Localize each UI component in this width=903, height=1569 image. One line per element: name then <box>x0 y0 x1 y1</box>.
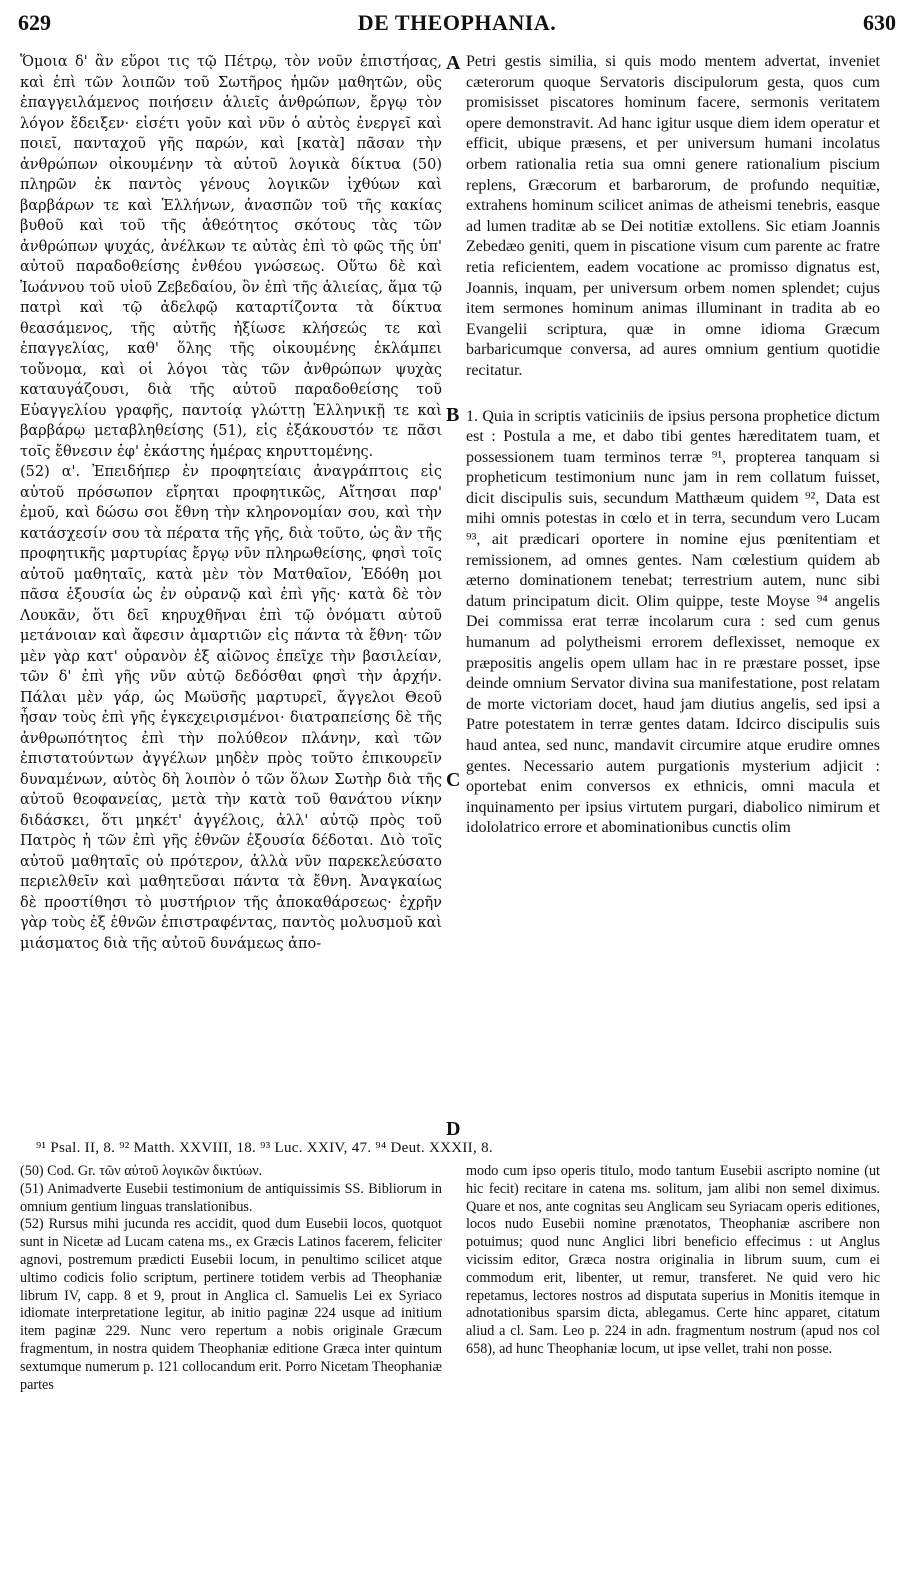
greek-paragraph-1: Ὅμοια δ' ἂν εὕροι τις τῷ Πέτρῳ, τὸν νοῦν ἐπιστήσας, καὶ ἐπὶ τῶν λοιπῶν τοῦ Σωτῆρος ἡμῶν μαθητῶν, οὓς ἐπαγγειλάμενος ποιήσειν ἁλιεῖς ἀνθρώπων, ἔργῳ τὸν λόγον ἔδειξεν· εἰσέτι γοῦν καὶ νῦν ὁ αὐτὸς ἐνεργεῖ καὶ ποιεῖ, πανταχοῦ γῆς παρών, καὶ [κατὰ] πᾶσαν τὴν ἀνθρώπων οἰκουμένην τὰ αὐτοῦ λογικὰ δίκτυα (50) πληρῶν ἐκ παντὸς γένους λογικῶν ἰχθύων καὶ βαρβάρων τε καὶ Ἑλλήνων, ἀνασπῶν τοῦ τῆς κακίας βυθοῦ καὶ τοῦ τῆς ἀθεότητος σκότους τὰς τῶν ἀνθρώπων ψυχάς, ἀνέλκων τε αὐτὰς ἐπὶ τὸ φῶς τῆς ὑπ' αὐτοῦ παραδοθείσης ἐνθέου γνώσεως. Οὕτω δὲ καὶ Ἰωάννου τοῦ υἱοῦ Ζεβεδαίου, ὃν ἐπὶ τῆς ἁλιείας, ἅμα τῷ πατρὶ καὶ τῷ ἀδελφῷ καταρτίζοντα τὰ δίκτυα θεασάμενος, τῆς αὐτῆς ἠξίωσε κλήσεώς τε καὶ ἐπαγγελίας, καθ' ὅλης τῆς οἰκουμένης ἐκλάμπει τοὔνομα, καὶ οἱ λόγοι τὰς τῶν ἀνθρώπων ψυχὰς καταυγάζουσι, διὰ τῆς αὐτοῦ παραδοθείσης τοῦ Εὐαγγελίου γραφῆς, παντοίᾳ γλώττῃ Ἑλληνικῇ τε καὶ βαρβάρῳ μεταβληθείσης (51), εἰς ἐξάκουστόν τε πᾶσι τοῖς ἔθνεσιν ἐφ' ἑκάστης ἡμέρας κηρυττομένης. <box>20 54 442 460</box>
latin-paragraph-1: Petri gestis similia, si quis modo mentem advertat, inveniet cæterorum quoque Servatoris discipulorum gesta, quos cum promisisset piscatores hominum facere, sermonis veritatem opere demonstravit. Ad hanc igitur usque diem idem operatur et efficit, ubique præsens, et per universum humani incolatus orbem rationalia retia sua omni genere rationalium piscium replens, Græcorum et barbarorum, de profundo nequitiæ, extrahens hominum scilicet animas de atheismi tenebris, easque ad lumen traditæ ab se Dei notitiæ extollens. Sic etiam Joannis Zebedæo geniti, quem in piscatione visum cum parente ac fratre retia reficientem, eadem vocatione ac promisso dignatus est, Joannis, inquam, per universum orbem nomen splendet; cujus item sermones hominum animas illuminant in tradita ab eo Evangelii scriptura, quæ in omne idioma Græcum barbaricumque conversa, ad aures omnium gentium quotidie recitatur. <box>466 53 880 379</box>
left-notes <box>20 1163 442 1394</box>
latin-column <box>466 52 880 839</box>
note-50: (50) Cod. Gr. τῶν αὐτοῦ λογικῶν δικτύων. <box>20 1163 263 1179</box>
section-marker-b: B <box>446 404 460 426</box>
note-51: (51) Animadverte Eusebii testimonium de antiquissimis SS. Bibliorum in omnium gentium linguas translationibus. <box>20 1180 442 1215</box>
page-header <box>18 10 896 40</box>
latin-paragraph-2: 1. Quia in scriptis vaticiniis de ipsius persona prophetice dictum est : Postula a me, et dabo tibi gentes hæreditatem tuam, et possessionem tuam terminos terræ ⁹¹, propterea tanquam si propheticum testimonium nunc jam in rem collatum fuisset, dicit discipulis suis, secundum Matthæum quidem ⁹², Data est mihi omnis potestas in cœlo et in terra, secundum vero Lucam ⁹³, ait prædicari oportere in nomine ejus pœnitentiam et remissionem, ad omnes gentes. Nam cœlestium quidem ab æterno dominationem tenebat; terrestrium autem, nunc sibi datum principatum dicit. Olim quippe, teste Moyse ⁹⁴ angelis Dei commissa erat terræ incolarum cura : sed cum genus humanum ad polytheismi errorem deflexisset, nemoque ex præpositis angelis opem ullam hac in re præstare posset, ipse deinde omnium Servator divina sua manifestatione, post relatam de morte victoriam docet, haud jam diutius angelis, sed ipsi a Patre potestatem in terræ gentes datam. Idcirco discipulis suis haud antea, sed nunc, mandavit circumire atque erudire omnes gentes. Necessario autem purgationis mysterium adjicit : oportebat enim conversos ex ethnicis, omni macula et inquinamento per ipsius virtutem purgari, diabolico nimirum et idololatrico errore et abominationibus cunctis olim <box>466 407 880 837</box>
section-marker-a: A <box>446 52 461 74</box>
right-notes <box>466 1163 880 1359</box>
greek-column <box>20 52 442 954</box>
note-52-continued: modo cum ipso operis titulo, modo tantum Eusebii ascripto nomine (ut hic fecit) recitare in catena ms. solitum, jam alibi non semel diximus. Quare et nos, ante cognitas seu Anglicam seu Syriacam operis editiones, locos nudo Eusebii nomine prænotatos, Theophaniæ ascribere non potuimus; quod nunc Anglici libri beneficio effecimus : ut Anglus vicissim editor, Græca nostra originalia in librum suum, cum ei commodum erit, libenter, ut remur, transferet. Ne quid vero hic repetamus, lectores nostros ad disputata superius in Monitis itemque in adnotationibus sparsim dicta, ablegamus. Certe hinc apparet, citatum aliud a cl. Sam. Leo p. 224 in adn. fragmentum nostrum (apud nos col 658), ad hunc Theophaniæ locum, ut ipse vellet, trahi non posse. <box>466 1163 880 1357</box>
scripture-footnotes: ⁹¹ Psal. II, 8. ⁹² Matth. XXVIII, 18. ⁹³ Luc. XXIV, 47. ⁹⁴ Deut. XXXII, 8. <box>36 1140 493 1156</box>
section-marker-c: C <box>446 769 461 791</box>
page-number-left: 629 <box>18 10 51 35</box>
note-52: (52) Rursus mihi jucunda res accidit, quod dum Eusebii locos, quotquot sunt in Nicetæ ad Lucam catena ms., ex Græcis Latinos facerem, feliciter agnovi, postremum prædicti Eusebii locum, in penultimo scilicet atque ultimo codicis folio scriptum, pertinere totidem verbis ad Theophaniæ librum IV, capp. 8 et 9, prout in Anglica cl. Samuelis Lei ex Syriaco idiomate interpretatione legitur, ab initio paginæ 224 usque ad initium item paginæ 229. Nunc vero repertum a nobis originale Græcum fragmentum, in nostra quidem Theophaniæ editione Græca inter quintum sextumque numerum p. 121 collocandum erit. Porro Nicetam Theophaniæ partes <box>20 1216 442 1393</box>
running-title: DE THEOPHANIA. <box>357 10 557 35</box>
section-marker-d: D <box>446 1118 461 1140</box>
greek-paragraph-2: (52) α'. Ἐπειδήπερ ἐν προφητείαις ἀναγράπτοις εἰς αὐτοῦ πρόσωπον εἴρηται προφητικῶς, Αἴτησαι παρ' ἐμοῦ, καὶ δώσω σοι ἔθνη τὴν κληρονομίαν σου, καὶ τὴν κατάσχεσίν σου τὰ πέρατα τῆς γῆς, διὰ τοῦτο, ὡς ἂν τῆς προφητικῆς μαρτυρίας ἔργῳ νῦν πληρωθείσης, φησὶ τοῖς αὐτοῦ μαθηταῖς, κατὰ μὲν τὸν Ματθαῖον, Ἐδόθη μοι πᾶσα ἐξουσία ὡς ἐν οὐρανῷ καὶ ἐπὶ γῆς· κατὰ δὲ τὸν Λουκᾶν, ὅτι δεῖ κηρυχθῆναι ἐπὶ τῷ ὀνόματι αὐτοῦ μετάνοιαν καὶ ἄφεσιν ἁμαρτιῶν εἰς πάντα τὰ ἔθνη· τῶν μὲν γὰρ κατ' οὐρανὸν ἐξ αἰῶνος ἐπεῖχε τὴν βασιλείαν, τῶν δ' ἐπὶ γῆς νῦν αὐτῷ δεδόσθαι φησὶ τὴν ἀρχήν. Πάλαι μὲν γάρ, ὡς Μωϋσῆς μαρτυρεῖ, ἄγγελοι Θεοῦ ἦσαν τοὺς ἐπὶ γῆς ἐγκεχειρισμένοι· διατραπείσης δὲ τῆς ἀνθρωπότητος ἐπὶ τὴν πολύθεον πλάνην, καὶ τῶν ἐπιστατούντων ἀγγέλων μηδὲν πρὸς τοῦτο ἐπικουρεῖν δυναμένων, αὐτὸς δὴ λοιπὸν ὁ τῶν ὅλων Σωτὴρ διὰ τῆς αὐτοῦ θεοφανείας, μετὰ τὴν κατὰ τοῦ θανάτου νίκην διδάσκει, ὅτι μηκέτ' ἀγγέλοις, ἀλλ' αὐτῷ πρὸς τοῦ Πατρὸς ἡ τῶν ἐπὶ γῆς ἐθνῶν ἐξουσία δέδοται. Διὸ τοῖς αὐτοῦ μαθηταῖς οὐ πρότερον, ἀλλὰ νῦν παρεκελεύσατο περιελθεῖν καὶ μαθητεῦσαι πάντα τὰ ἔθνη. Ἀναγκαίως δὲ προστίθησι τὸ μυστήριον τῆς ἀποκαθάρσεως· ἐχρῆν γὰρ τοὺς ἐξ ἐθνῶν ἐπιστραφέντας, παντὸς μολυσμοῦ καὶ μιάσματος διὰ τῆς αὐτοῦ δυνάμεως ἀπο- <box>20 464 442 952</box>
page-number-right: 630 <box>863 10 896 35</box>
